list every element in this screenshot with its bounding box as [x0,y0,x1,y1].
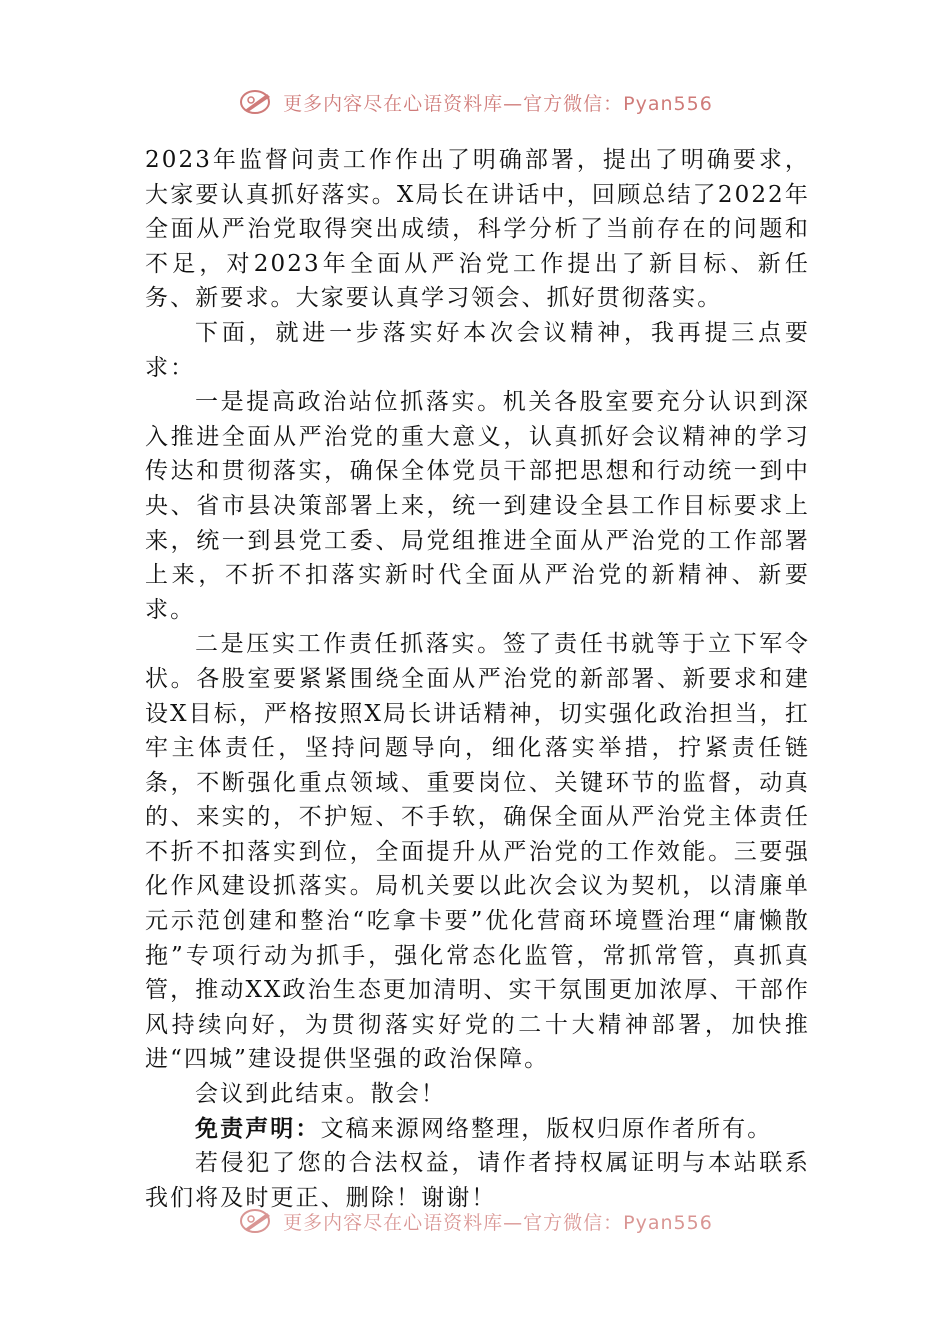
document-body [145,143,810,1215]
disclaimer-line-2: 若侵犯了您的合法权益，请作者持权属证明与本站联系我们将及时更正、删除！谢谢！ [145,1150,810,1211]
pen-logo-icon [237,88,277,116]
paragraph-5: 会议到此结束。散会！ [195,1081,446,1108]
disclaimer-label: 免责声明： [195,1115,321,1142]
disclaimer-line [145,1112,810,1147]
paragraph-4: 二是压实工作责任抓落实。签了责任书就等于立下军令状。各股室要紧紧围绕全面从严治党的新部署、新要求和建设X目标，严格按照X局长讲话精神，切实强化政治担当，扛牢主体责任，坚持问题导向，细化落实举措，拧紧责任链条，不断强化重点领域、重要岗位、关键环节的监督，动真的、来实的，不护短、不手软，确保全面从严治党主体责任不折不扣落实到位，全面提升从严治党的工作效能。三要强化作风建设抓落实。局机关要以此次会议为契机，以清廉单元示范创建和整治“吃拿卡要”优化营商环境暨治理“庸懒散拖”专项行动为抓手，强化常态化监管，常抓常管，真抓真管，推动XX政治生态更加清明、实干氛围更加浓厚、干部作风持续向好，为贯彻落实好党的二十大精神部署，加快推进“四城”建设提供坚强的政治保障。 [145,631,810,1073]
paragraph-2: 下面，就进一步落实好本次会议精神，我再提三点要求： [145,319,810,381]
header-watermark [0,88,950,116]
watermark-text: 更多内容尽在心语资料库—官方微信：Pyan556 [283,1211,713,1234]
disclaimer-text: 文稿来源网络整理，版权归原作者所有。 [320,1115,773,1142]
watermark-text: 更多内容尽在心语资料库—官方微信：Pyan556 [283,92,713,115]
footer-watermark [0,1207,950,1235]
paragraph-3: 一是提高政治站位抓落实。机关各股室要充分认识到深入推进全面从严治党的重大意义，认真抓好会议精神的学习传达和贯彻落实，确保全体党员干部把思想和行动统一到中央、省市县决策部署上来，统一到建设全县工作目标要求上来，统一到县党工委、局党组推进全面从严治党的工作部署上来，不折不扣落实新时代全面从严治党的新精神、新要求。 [145,389,810,623]
pen-logo-icon [237,1207,277,1235]
paragraph-1: 2023年监督问责工作作出了明确部署，提出了明确要求，大家要认真抓好落实。X局长在讲话中，回顾总结了2022年全面从严治党取得突出成绩，科学分析了当前存在的问题和不足，对2023年全面从严治党工作提出了新目标、新任务、新要求。大家要认真学习领会、抓好贯彻落实。 [145,147,810,312]
